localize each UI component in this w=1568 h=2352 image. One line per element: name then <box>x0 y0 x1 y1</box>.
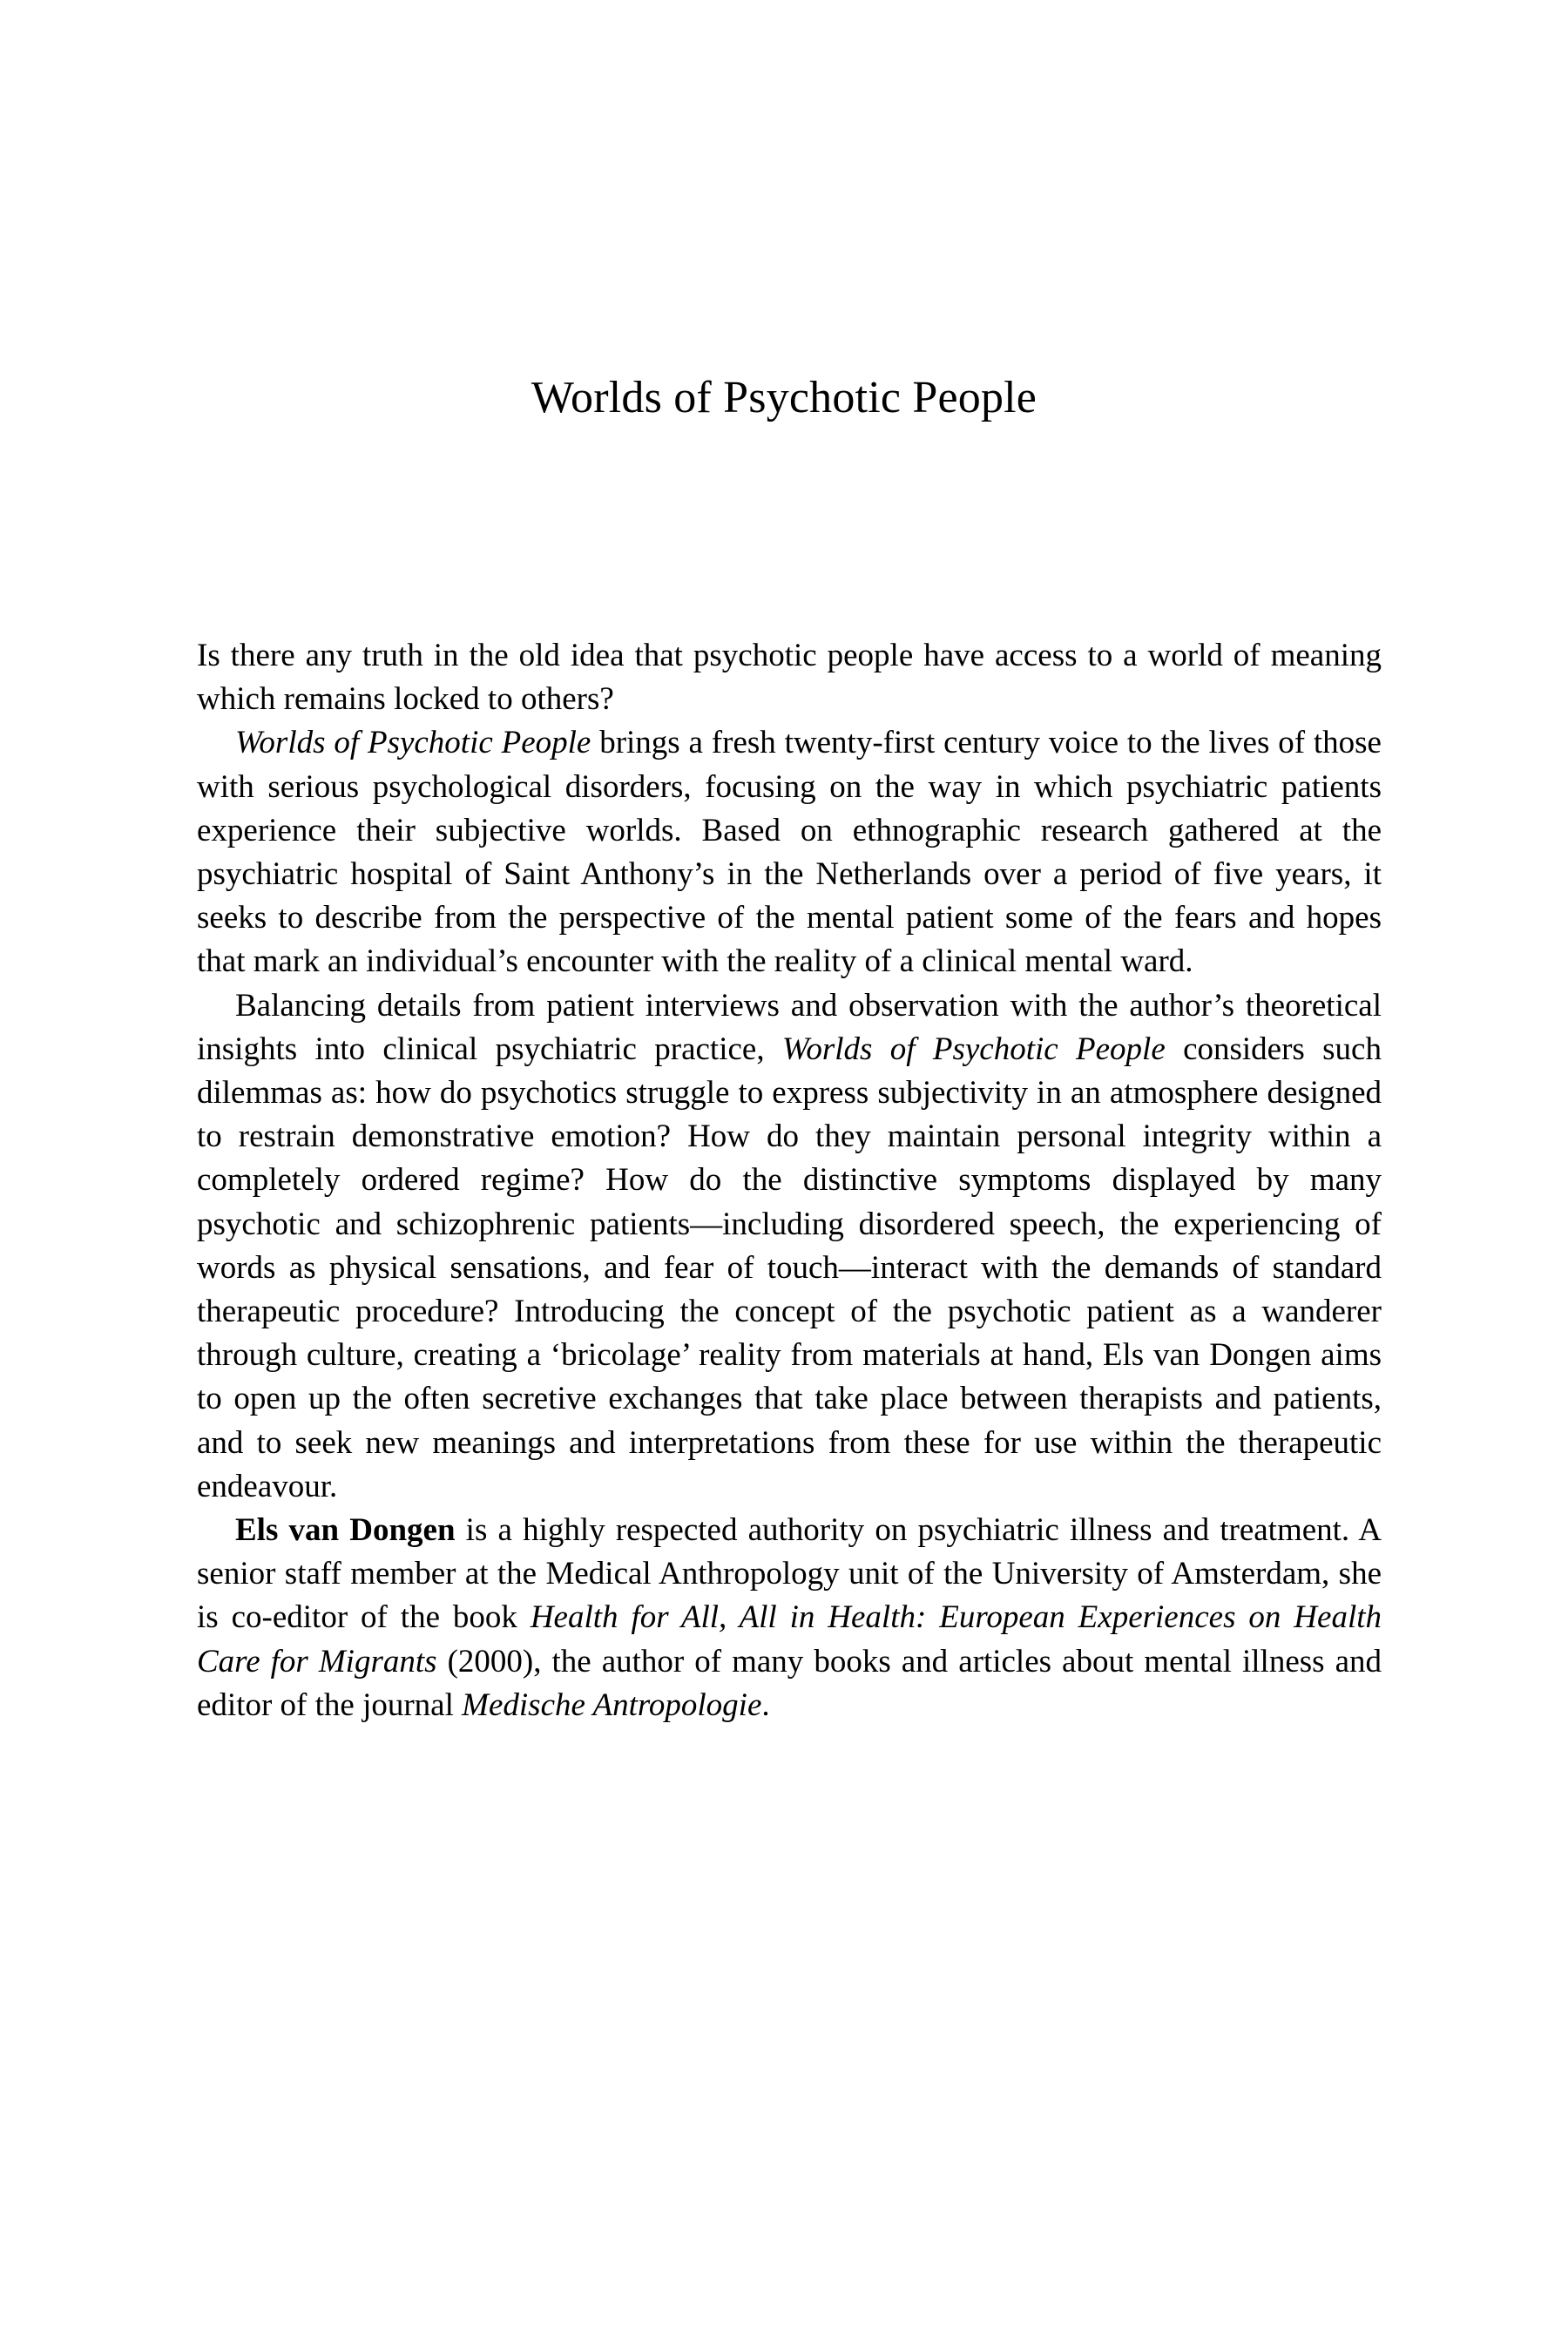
dilemmas-text-a: Balancing details from patient interviews and observation with the author’s theoretical insights into clinical psychiatric practice, <box>197 987 1382 1067</box>
bio-text-a: is a highly respected authority on psychiatric illness and treatment. A senior staff member at the Medical Anthropology unit of the University of Amsterdam, she is co-editor of the book <box>197 1512 1382 1636</box>
coedited-book-title: Health for All, All in Health: European Experiences on Health Care for Migrants <box>197 1599 1382 1680</box>
author-bio-paragraph <box>197 1509 1382 1727</box>
book-title-italic: Worlds of Psychotic People <box>781 1031 1166 1067</box>
dilemmas-paragraph <box>197 984 1382 1509</box>
bio-text-b: (2000), the author of many books and articles about mental illness and editor of the journal <box>197 1643 1382 1723</box>
book-title-italic: Worlds of Psychotic People <box>235 725 591 761</box>
bio-text-c: . <box>761 1686 770 1723</box>
author-name: Els van Dongen <box>235 1512 456 1549</box>
description-text: brings a fresh twenty-first century voice to the lives of those with serious psychological disorders, focusing on the way in which psychiatric patients experience their subjective worlds. Based on ethnographic research gathered at the psychiatric hospital of Saint Anthony’s in the Netherlands over a period of five years, it seeks to describe from the perspective of the mental patient some of the fears and hopes that mark an individual’s encounter with the reality of a clinical mental ward. <box>197 725 1382 980</box>
page-title: Worlds of Psychotic People <box>531 373 1037 422</box>
dilemmas-text-b: considers such dilemmas as: how do psychotics struggle to express subjectivity in an atmosphere designed to restrain demonstrative emotion? How do they maintain personal integrity within a completely ordered regime? How do the distinctive symptoms displayed by many psychotic and schizophrenic patients—including disordered speech, the experiencing of words as physical sensations, and fear of touch—interact with the demands of standard therapeutic procedure? Introducing the concept of the psychotic patient as a wanderer through culture, creating a ‘bricolage’ reality from materials at hand, Els van Dongen aims to open up the often secretive exchanges that take place between therapists and patients, and to seek new meanings and interpretations from these for use within the therapeutic endeavour. <box>197 1031 1382 1504</box>
description-paragraph <box>197 721 1382 983</box>
intro-paragraph: Is there any truth in the old idea that psychotic people have access to a world of meaning which remains locked to others? <box>197 638 1382 718</box>
journal-title: Medische Antropologie <box>462 1686 762 1723</box>
blurb-text <box>197 634 1382 1727</box>
